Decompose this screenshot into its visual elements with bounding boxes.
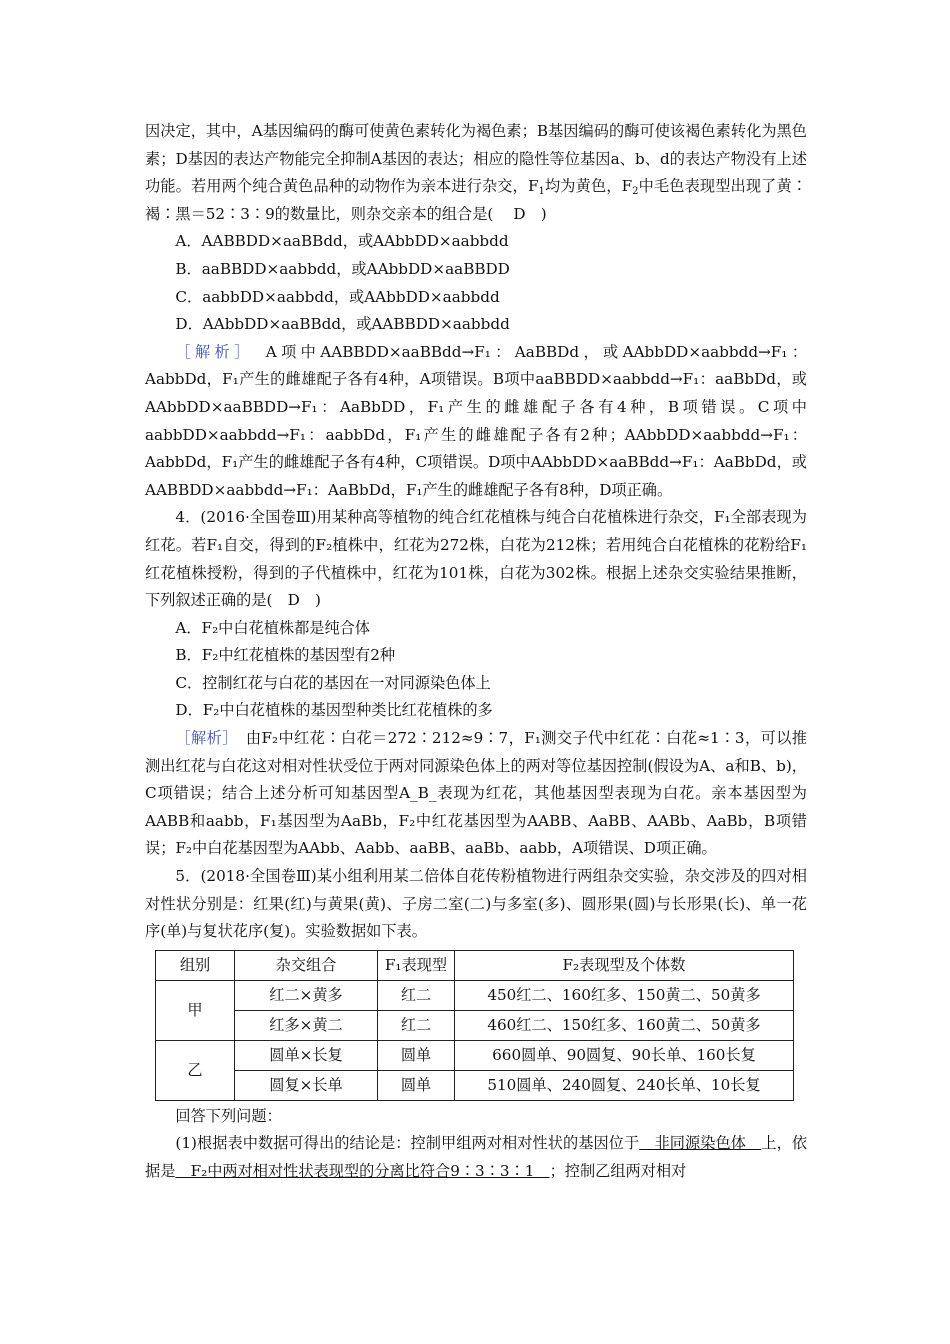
- q4-option-b: B．F₂中红花植株的基因型有2种: [175, 646, 396, 665]
- q3-analysis: ［解析］ A项中AABBDD×aaBBdd→F₁：AaBBDd，或AAbbDD×aabbdd→F₁：AabbDd，F₁产生的雌雄配子各有4种，A项错误。B项中aaBBDD×aabbdd→F₁：aaBbDd，或AAbbDD×aaBBDD→F₁：AaBbDD，F₁产生的雌雄配子各有4种，B项错误。C项中aabbDD×aabbdd→F₁：aabbDd，F₁产生的雌雄配子各有2种；AAbbDD×aabbdd→F₁：AabbDd，F₁产生的雌雄配子各有4种，C项错误。D项中AAbbDD×aaBBdd→F₁：AaBbDd，或AABBDD×aabbdd→F₁：AaBbDd，F₁产生的雌雄配子各有8种，D项正确。: [145, 342, 808, 499]
- f2-cell: 450红二、160红多、150黄二、50黄多: [455, 980, 794, 1010]
- q4-option-a: A．F₂中白花植株都是纯合体: [175, 618, 371, 637]
- q3-option-c: C．aabbDD×aabbdd，或AAbbDD×aabbdd: [175, 287, 500, 306]
- analysis-tag: ［解析］: [175, 729, 231, 748]
- q4-option-d: D．F₂中白花植株的基因型种类比红花植株的多: [175, 701, 493, 720]
- experiment-table: [155, 950, 794, 1101]
- group-name: 甲: [156, 980, 235, 1040]
- analysis-tag: ［解析］: [175, 342, 247, 361]
- f1-cell: 圆单: [378, 1070, 455, 1100]
- header-group: 组别: [156, 950, 235, 980]
- header-f2: F₂表现型及个体数: [455, 950, 794, 980]
- q4-option-c: C．控制红花与白花的基因在一对同源染色体上: [175, 673, 491, 692]
- f2-cell: 660圆单、90圆复、90长单、160长复: [455, 1040, 794, 1070]
- table-row: [156, 1010, 794, 1040]
- f2-cell: 460红二、150红多、160黄二、50黄多: [455, 1010, 794, 1040]
- q5-prompt: 回答下列问题：: [175, 1106, 282, 1125]
- f1-cell: 圆单: [378, 1040, 455, 1070]
- answer-blank: 非同源染色体: [639, 1134, 762, 1153]
- answer-blank: F₂中两对相对性状表现型的分离比符合9∶3∶3∶1: [175, 1162, 550, 1180]
- f2-cell: 510圆单、240圆复、240长单、10长复: [455, 1070, 794, 1100]
- f1-cell: 红二: [378, 1010, 455, 1040]
- q4-analysis: ［解析］ 由F₂中红花∶白花＝272∶212≈9∶7，F₁测交子代中红花∶白花≈1∶3，可以推测出红花与白花这对相对性状受位于两对同源染色体上的两对等位基因控制(假设为A、a和B、b)，C项错误；结合上述分析可知基因型A_B_表现为红花，其他基因型表现为白花。亲本基因型为AABB和aabb，F₁基因型为AaBb，F₂中红花基因型为AABB、AaBB、AABb、AaBb，B项错误；F₂中白花基因型为AAbb、Aabb、aaBB、aaBb、aabb，A项错误、D项正确。: [145, 729, 807, 858]
- f1-cell: 红二: [378, 980, 455, 1010]
- q5-stem: 5．(2018·全国卷Ⅲ)某小组利用某二倍体自花传粉植物进行两组杂交实验，杂交涉及的四对相对性状分别是：红果(红)与黄果(黄)、子房二室(二)与多室(多)、圆形果(圆)与长形果(长)、单一花序(单)与复状花序(复)。实验数据如下表。: [145, 867, 807, 941]
- q5-sub1: (1)根据表中数据可得出的结论是：控制甲组两对相对性状的基因位于 非同源染色体 上，依据是 F₂中两对相对性状表现型的分离比符合9∶3∶3∶1 ；控制乙组两对相对: [145, 1134, 808, 1180]
- cross-cell: 圆复×长单: [235, 1070, 378, 1100]
- table-row: [156, 980, 794, 1010]
- q3-option-d: D．AAbbDD×aaBBdd，或AABBDD×aabbdd: [175, 315, 510, 334]
- group-name: 乙: [156, 1040, 235, 1100]
- q3-option-a: A．AABBDD×aaBBdd，或AAbbDD×aabbdd: [175, 232, 509, 251]
- document-page: [145, 118, 807, 1186]
- header-cross: 杂交组合: [235, 950, 378, 980]
- cross-cell: 红多×黄二: [235, 1010, 378, 1040]
- table-header-row: [156, 950, 794, 980]
- cross-cell: 圆单×长复: [235, 1040, 378, 1070]
- q3-option-b: B．aaBBDD×aabbdd，或AAbbDD×aaBBDD: [175, 259, 510, 278]
- cross-cell: 红二×黄多: [235, 980, 378, 1010]
- header-f1: F₁表现型: [378, 950, 455, 980]
- q4-stem: 4．(2016·全国卷Ⅲ)用某种高等植物的纯合红花植株与纯合白花植株进行杂交，F₁全部表现为红花。若F₁自交，得到的F₂植株中，红花为272株，白花为212株；若用纯合白花植株的花粉给F₁红花植株授粉，得到的子代植株中，红花为101株，白花为302株。根据上述杂交实验结果推断，下列叙述正确的是( D ): [145, 508, 807, 610]
- table-row: [156, 1040, 794, 1070]
- q3-stem: 因决定，其中，A基因编码的酶可使黄色素转化为褐色素；B基因编码的酶可使该褐色素转化为黑色素；D基因的表达产物能完全抑制A基因的表达；相应的隐性等位基因a、b、d的表达产物没有上述功能。若用两个纯合黄色品种的动物作为亲本进行杂交，$F_1$均为黄色，$F_2$中毛色表现型出现了黄∶褐∶黑＝52∶3∶9的数量比，则杂交亲本的组合是( D ): [145, 122, 807, 223]
- table-row: [156, 1070, 794, 1100]
